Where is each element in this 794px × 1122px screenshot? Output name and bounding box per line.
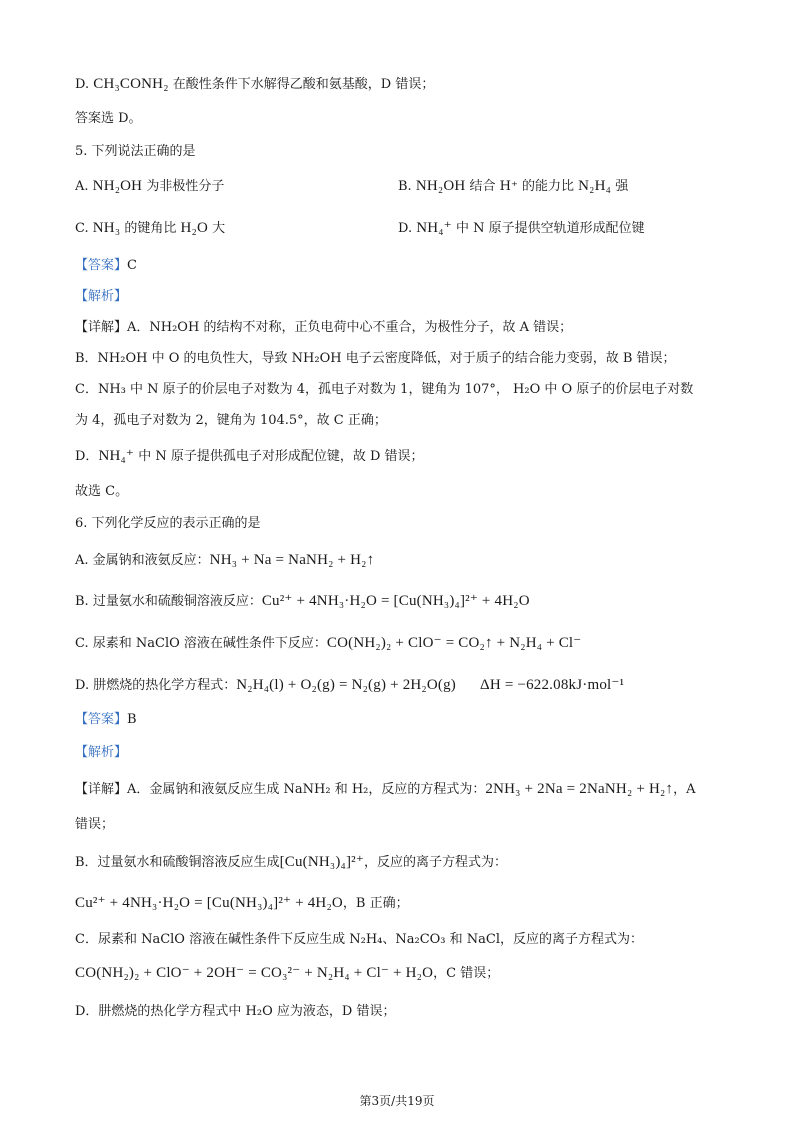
- q5-option-b: B. NH₂OH 结合 H⁺ 的能力比 N₂H₄ 强: [398, 178, 629, 194]
- q5-detail-d: D．NH₄⁺ 中 N 原子提供孤电子对形成配位键，故 D 错误；: [75, 448, 424, 464]
- q5-detail-b: B．NH₂OH 中 O 的电负性大，导致 NH₂OH 电子云密度降低，对于质子的结合能力变弱，故 B 错误；: [75, 351, 676, 366]
- q5-option-a: A. NH₂OH 为非极性分子: [75, 178, 225, 194]
- q6-option-a: A. 金属钠和液氨反应：NH₃ + Na = NaNH₂ + H₂↑: [75, 552, 375, 568]
- line-d-ch3conh2: D. CH₃CONH₂ 在酸性条件下水解得乙酸和氨基酸，D 错误；: [75, 76, 435, 92]
- q6-option-d: D. 肼燃烧的热化学方程式：N₂H₄(l) + O₂(g) = N₂(g) + 2H₂O(g) ΔH = −622.08kJ·mol⁻¹: [75, 677, 625, 693]
- q6-detail-a1: 【详解】A．金属钠和液氨反应生成 NaNH₂ 和 H₂，反应的方程式为：2NH₃ + 2Na = 2NaNH₂ + H₂↑，A: [75, 781, 696, 797]
- q5-detail-a: 【详解】A．NH₂OH 的结构不对称，正负电荷中心不重合，为极性分子，故 A 错误；: [75, 320, 573, 335]
- q6-option-b: B. 过量氨水和硫酸铜溶液反应：Cu²⁺ + 4NH₃·H₂O = [Cu(NH₃)₄]²⁺ + 4H₂O: [75, 593, 530, 609]
- q5-detail-end: 故选 C。: [75, 484, 129, 499]
- question-6-stem: 6. 下列化学反应的表示正确的是: [75, 516, 261, 531]
- q6-option-c: C. 尿素和 NaClO 溶液在碱性条件下反应：CO(NH₂)₂ + ClO⁻ = CO₂↑ + N₂H₄ + Cl⁻: [75, 635, 582, 651]
- q5-detail-c1: C．NH₃ 中 N 原子的价层电子对数为 4，孤电子对数为 1，键角为 107°， H₂O 中 O 原子的价层电子对数: [75, 382, 694, 397]
- q6-detail-d: D．肼燃烧的热化学方程式中 H₂O 应为液态，D 错误；: [75, 1004, 396, 1019]
- q6-analysis-heading: 【解析】: [75, 745, 128, 760]
- page-footer: 第3页/共19页: [359, 1094, 435, 1108]
- question-5-stem: 5. 下列说法正确的是: [75, 144, 196, 159]
- answer-choice-d: 答案选 D。: [75, 111, 142, 126]
- q6-detail-b2: Cu²⁺ + 4NH₃·H₂O = [Cu(NH₃)₄]²⁺ + 4H₂O，B 正确；: [75, 895, 409, 911]
- q6-detail-a2: 错误；: [75, 817, 115, 832]
- q5-analysis-heading: 【解析】: [75, 289, 128, 304]
- q6-detail-b1: B．过量氨水和硫酸铜溶液反应生成[Cu(NH₃)₄]²⁺，反应的离子方程式为：: [75, 854, 508, 870]
- q6-answer: 【答案】B: [75, 712, 137, 727]
- q5-detail-c2: 为 4，孤电子对数为 2，键角为 104.5°，故 C 正确；: [75, 413, 387, 428]
- q6-detail-c1: C．尿素和 NaClO 溶液在碱性条件下反应生成 N₂H₄、Na₂CO₃ 和 NaCl，反应的离子方程式为：: [75, 932, 644, 947]
- q6-detail-c2: CO(NH₂)₂ + ClO⁻ + 2OH⁻ = CO₃²⁻ + N₂H₄ + Cl⁻ + H₂O，C 错误；: [75, 965, 500, 981]
- q5-option-d: D. NH₄⁺ 中 N 原子提供空轨道形成配位键: [398, 220, 645, 236]
- q5-answer: 【答案】C: [75, 258, 137, 273]
- q5-option-c: C. NH₃ 的键角比 H₂O 大: [75, 220, 226, 236]
